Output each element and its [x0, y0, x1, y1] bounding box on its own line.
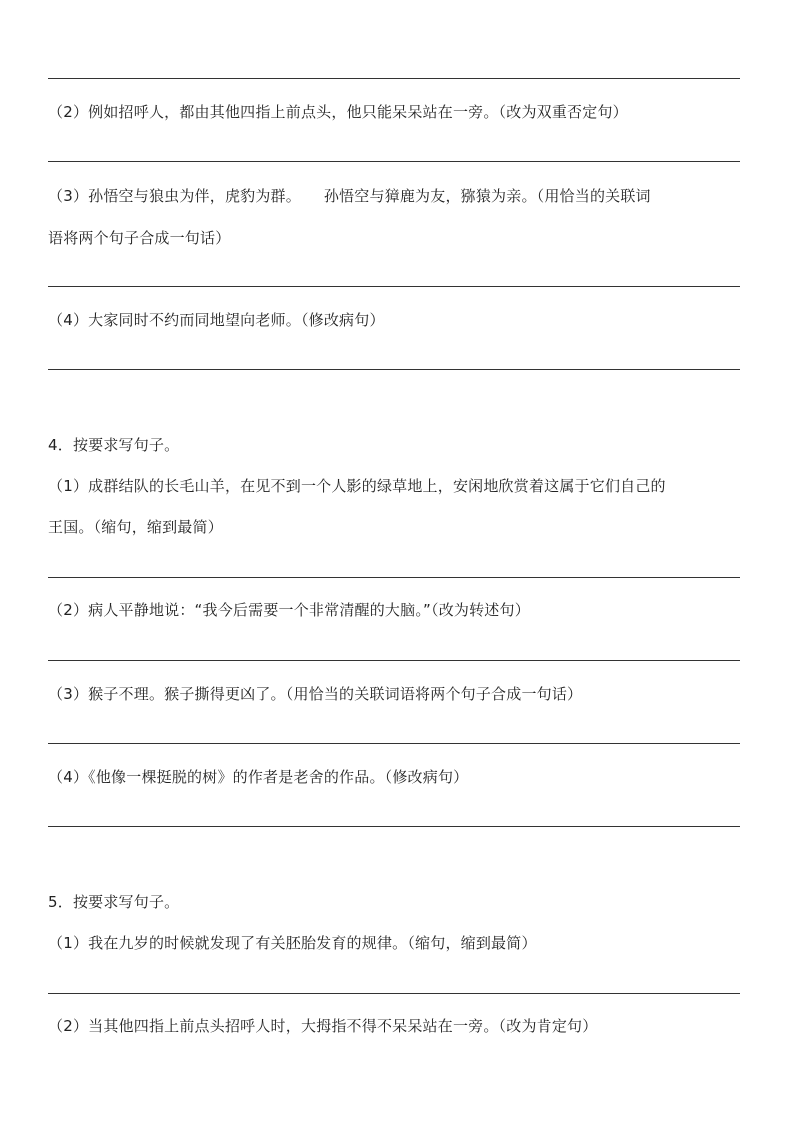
q4-item-4: （4）《他像一棵挺脱的树》的作者是老舍的作品。（修改病句）: [48, 768, 469, 786]
q5-heading: 5．按要求写句子。: [48, 893, 180, 911]
answer-line[interactable]: [48, 743, 740, 744]
q3-item-3-line1: （3）孙悟空与狼虫为伴，虎豹为群。 孙悟空与獐鹿为友，猕猿为亲。（用恰当的关联词: [48, 187, 651, 205]
q4-item-2: （2）病人平静地说：“我今后需要一个非常清醒的大脑。”（改为转述句）: [48, 601, 530, 619]
q3-item-2: （2）例如招呼人，都由其他四指上前点头，他只能呆呆站在一旁。（改为双重否定句）: [48, 103, 628, 121]
answer-line[interactable]: [48, 161, 740, 162]
answer-line[interactable]: [48, 826, 740, 827]
answer-line[interactable]: [48, 369, 740, 370]
q4-heading: 4．按要求写句子。: [48, 436, 180, 454]
answer-line[interactable]: [48, 286, 740, 287]
answer-line[interactable]: [48, 993, 740, 994]
q4-item-3: （3）猴子不理。猴子撕得更凶了。（用恰当的关联词语将两个句子合成一句话）: [48, 685, 583, 703]
q4-item-1-line1: （1）成群结队的长毛山羊，在见不到一个人影的绿草地上，安闲地欣赏着这属于它们自己的: [48, 477, 666, 495]
q3-item-4: （4）大家同时不约而同地望向老师。（修改病句）: [48, 311, 385, 329]
q5-item-2: （2）当其他四指上前点头招呼人时，大拇指不得不呆呆站在一旁。（改为肯定句）: [48, 1017, 598, 1035]
answer-line[interactable]: [48, 577, 740, 578]
answer-line[interactable]: [48, 660, 740, 661]
q3-item-3-line2: 语将两个句子合成一句话）: [48, 229, 231, 247]
q4-item-1-line2: 王国。（缩句，缩到最简）: [48, 518, 223, 536]
answer-line[interactable]: [48, 78, 740, 79]
q5-item-1: （1）我在九岁的时候就发现了有关胚胎发育的规律。（缩句，缩到最简）: [48, 934, 537, 952]
